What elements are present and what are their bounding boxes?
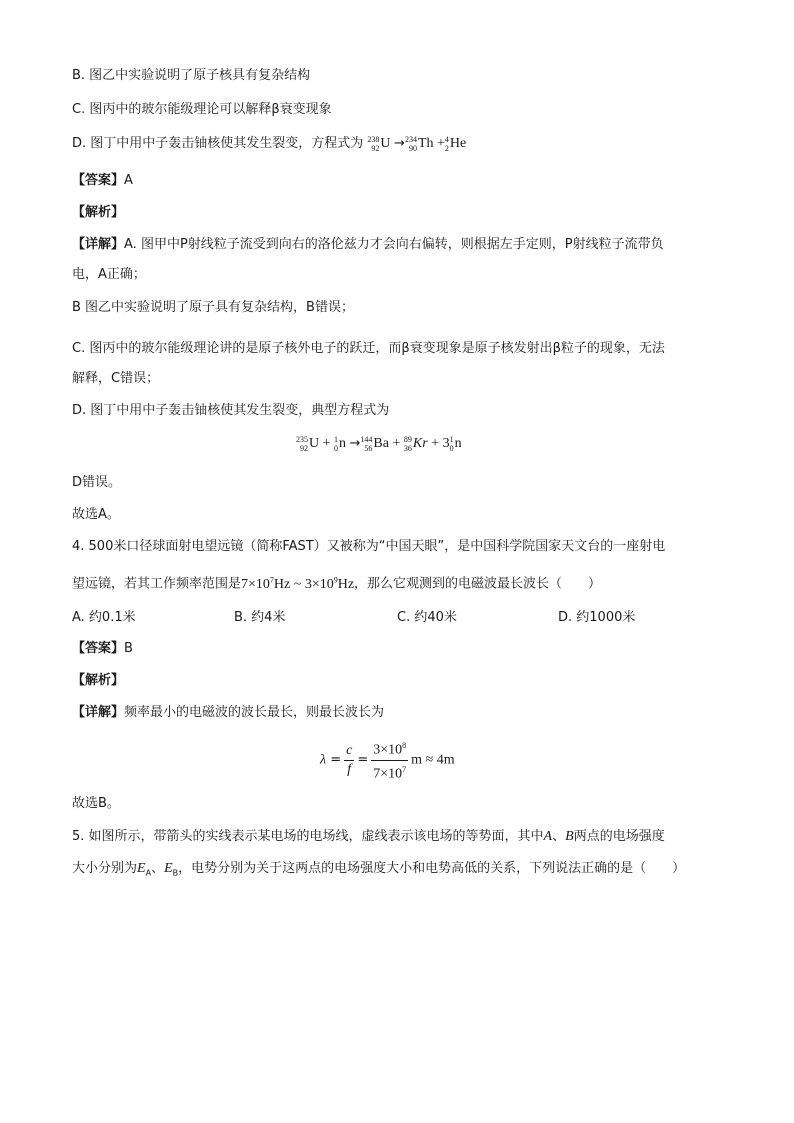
wavelength-formula: λ = $\frac{c}{f}$ = $\frac{3\times 10^8}{7\times 10^7}$ m ≈ 4m — [320, 737, 455, 783]
q4-detail: 【详解】频率最小的电磁波的波长最长，则最长波长为 — [72, 705, 385, 720]
option-c: C. 图丙中的玻尔能级理论可以解释β衰变现象 — [72, 102, 332, 117]
q3-detail-d: D. 图丁中用中子轰击铀核使其发生裂变，典型方程式为 — [72, 403, 390, 418]
q3-detail-a-line2: 电，A正确； — [72, 267, 146, 282]
option-b: B. 图乙中实验说明了原子核具有复杂结构 — [72, 68, 311, 83]
frequency-range: $7\times 10^7Hz$ ~ $3\times 10^9Hz$ — [241, 575, 355, 592]
q4-option-c: C. 约40米 — [397, 610, 457, 625]
q4-conclusion: 故选B。 — [72, 796, 120, 811]
q4-options — [72, 609, 722, 627]
q3-detail-c-line1: C. 图丙中的玻尔能级理论讲的是原子核外电子的跃迁，而β衰变现象是原子核发射出β粒子的现象，无法 — [72, 341, 665, 356]
equation-uranium-decay: 238 92 U → 234 90 Th + 4 2 He — [367, 135, 467, 153]
q3-answer: 【答案】A — [72, 173, 133, 188]
q4-option-a: A. 约0.1米 — [72, 610, 136, 625]
q5-stem-line1: 5. 如图所示，带箭头的实线表示某电场的电场线，虚线表示该电场的等势面，其中A、B两点的电场强度 — [72, 829, 665, 844]
q4-stem-line1: 4. 500米口径球面射电望远镜（简称FAST）又被称为“中国天眼”，是中国科学院国家天文台的一座射电 — [72, 539, 666, 554]
q3-detail-c-line2: 解释，C错误； — [72, 371, 160, 386]
option-d: D. 图丁中用中子轰击铀核使其发生裂变，方程式为 238 92 U → 234 90 Th + 4 2 He — [72, 135, 467, 153]
q4-answer: 【答案】B — [72, 641, 133, 656]
q4-stem-line2: 望远镜，若其工作频率范围是$7\times 10^7Hz$ ~ $3\times 10^9Hz$，那么它观测到的电磁波最长波长（ ） — [72, 575, 602, 592]
q5-stem-line2: 大小分别为$E_A$、$E_B$，电势分别为关于这两点的电场强度大小和电势高低的关系，下列说法正确的是（ ） — [72, 861, 686, 878]
q3-detail-d-end: D错误。 — [72, 475, 122, 490]
q4-analysis-label: 【解析】 — [72, 673, 125, 688]
q3-conclusion: 故选A。 — [72, 507, 120, 522]
q4-option-b: B. 约4米 — [234, 610, 286, 625]
q3-analysis-label: 【解析】 — [72, 205, 125, 220]
q3-detail-b: B 图乙中实验说明了原子具有复杂结构，B错误； — [72, 300, 354, 315]
q3-detail-a-line1: 【详解】A. 图甲中P射线粒子流受到向右的洛伦兹力才会向右偏转，则根据左手定则，P射线粒子流带负 — [72, 237, 664, 252]
q4-option-d: D. 约1000米 — [558, 610, 636, 625]
equation-fission: 235 92 U + 1 0 n → 144 56 Ba + 89 36 Kr + 3 1 0 n — [296, 435, 462, 453]
